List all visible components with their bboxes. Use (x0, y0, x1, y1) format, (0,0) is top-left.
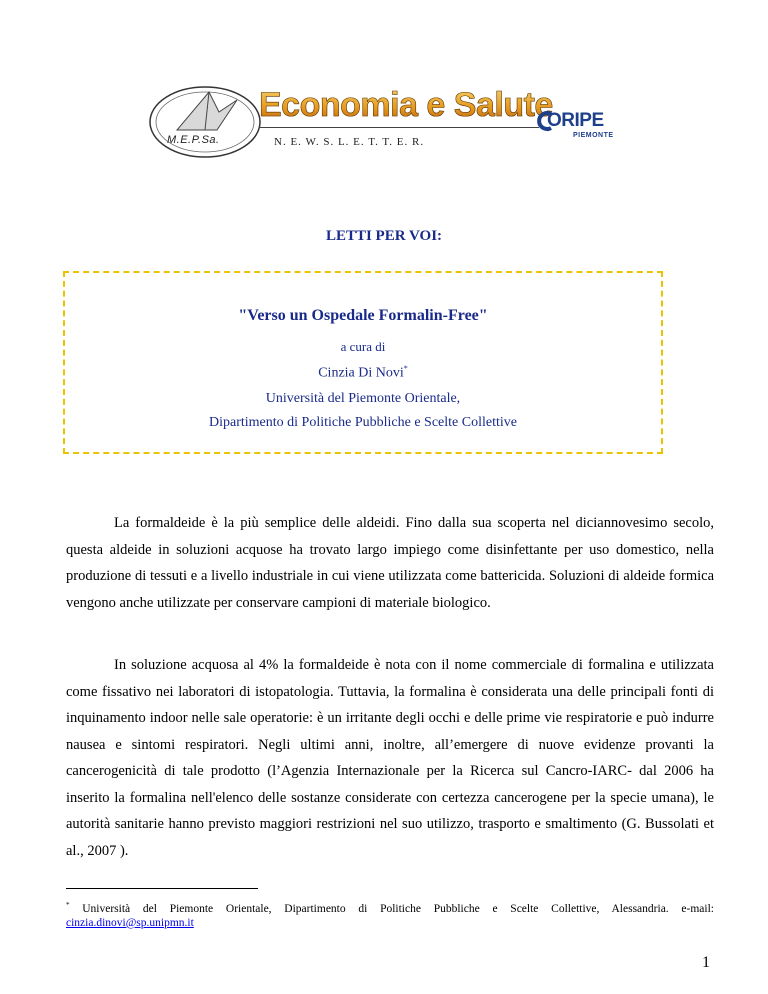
footnote-mark: * (66, 901, 70, 909)
body-paragraph: In soluzione acquosa al 4% la formaldeide è nota con il nome commerciale di formalina e utilizzata come fissativo nei laboratori di istopatologia. Tuttavia, la formalina è considerata una delle principali fonti di inquinamento indoor nelle sale operatorie: è un irritante degli occhi e delle prime vie respiratorie e può indurre nausea e sintomi respiratori. Negli ultimi anni, inoltre, all’emergere di nuove evidenze provanti la cancerogenicità di tale prodotto (l’Agenzia Internazionale per la Ricerca sul Cancro-IARC- dal 2006 ha inserito la formalina nell'elenco delle sostanze considerate con certezza cancerogene per la specie umana), le autorità sanitarie hanno previsto maggiori restrizioni nel suo utilizzo, trasporto e smaltimento (G. Bussolati et al., 2007 ). (66, 657, 714, 859)
page-number: 1 (702, 954, 710, 971)
newsletter-title: Economia e Salute (259, 86, 553, 124)
author-university: Università del Piemonte Orientale, (265, 391, 461, 406)
author-department: Dipartimento di Politiche Pubbliche e Scelte Collettive (209, 415, 517, 430)
author-name-text: Cinzia Di Novi (318, 365, 404, 381)
oripe-logo-text: ORIPE (547, 110, 604, 131)
edited-by-label: a cura di (340, 339, 386, 354)
footnote (66, 898, 714, 930)
mepsa-logo-text: M.E.P.Sa. (167, 134, 220, 146)
section-title: LETTI PER VOI: (325, 228, 443, 244)
body-paragraph: La formaldeide è la più semplice delle aldeidi. Fino dalla sua scoperta nel diciannovesimo secolo, questa aldeide in soluzioni acquose ha trovato largo impiego come disinfettante per uso domestico, nella produzione di tessuti e a livello industriale in cui viene utilizzata come battericida. Soluzioni di aldeide formica vengono anche utilizzate per conservare campioni di materiale biologico. (66, 515, 714, 611)
mepsa-logo (147, 82, 267, 160)
oripe-logo (535, 110, 621, 150)
footnote-marker: * (403, 364, 408, 373)
footnote-divider (66, 888, 258, 889)
title-divider (259, 127, 539, 128)
footnote-text: Università del Piemonte Orientale, Dipartimento di Politiche Pubbliche e Scelte Collettive, Alessandria. e-mail: (69, 902, 714, 915)
author-email-link[interactable]: cinzia.dinovi@sp.unipmn.it (66, 916, 194, 929)
article-info-box (63, 271, 663, 454)
newsletter-header (147, 82, 617, 160)
article-title: "Verso un Ospedale Formalin-Free" (238, 307, 488, 324)
newsletter-subtitle: N. E. W. S. L. E. T. T. E. R. (274, 136, 425, 148)
oripe-logo-subtext: PIEMONTE (573, 132, 614, 139)
author-name (65, 364, 661, 382)
